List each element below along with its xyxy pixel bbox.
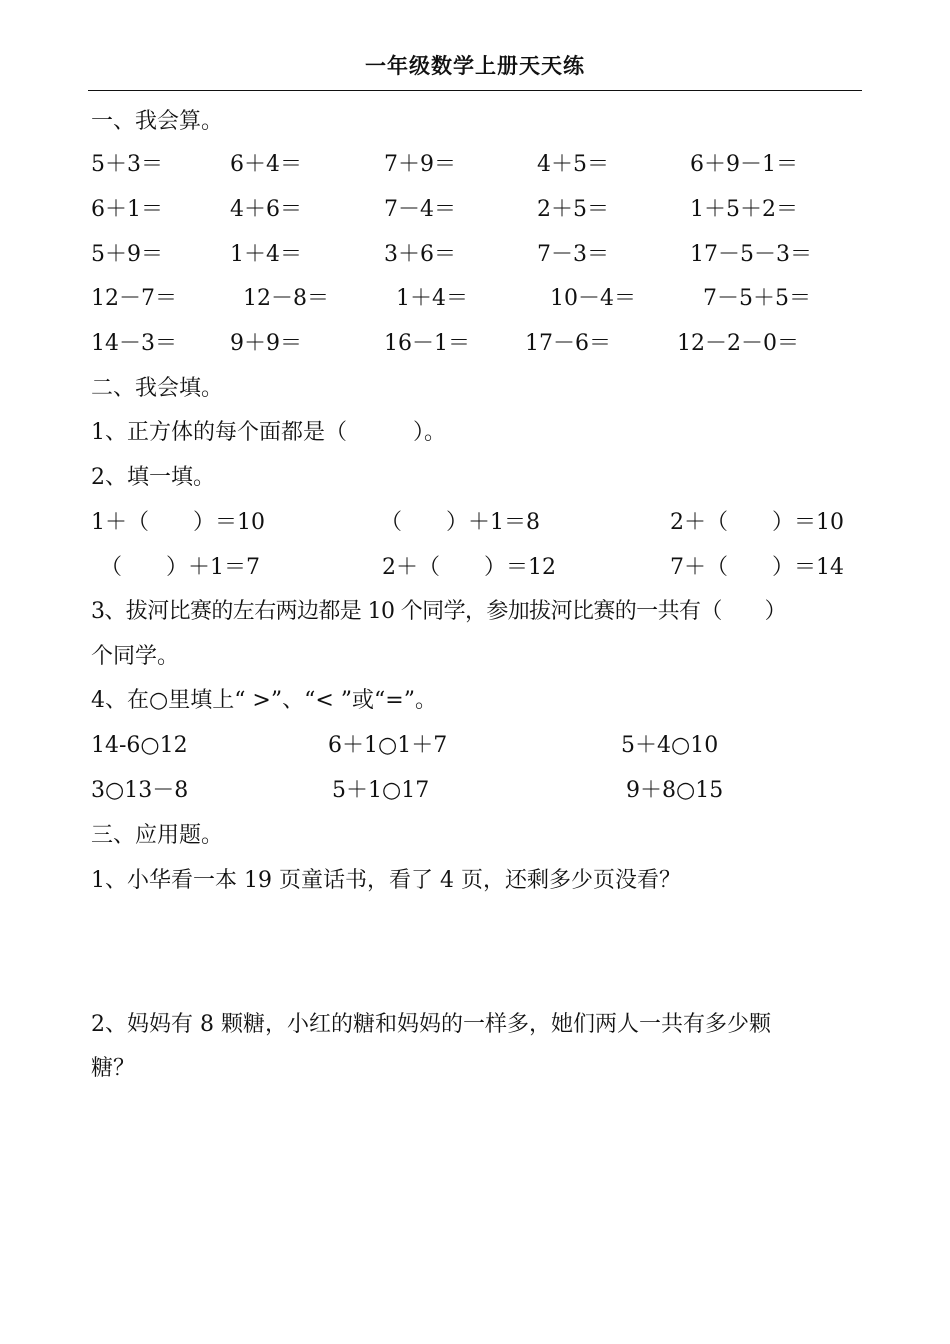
calc-problem: 6＋9－1＝ (690, 152, 798, 177)
calc-problem: 6＋4＝ (230, 152, 302, 177)
compare-problem: 5＋4○10 (621, 733, 719, 758)
question-text: 个同学。 (91, 644, 180, 669)
calc-problem: 1＋4＝ (230, 242, 302, 267)
fill-blank-problem: （ ）＋1＝8 (380, 510, 540, 535)
fill-blank-problem: 2＋（ ）＝10 (670, 510, 844, 535)
question-text: 4、在○里填上“ >”、“< ”或“=”。 (91, 688, 437, 713)
question-text: 2、填一填。 (91, 465, 215, 490)
page-title: 一年级数学上册天天练 (365, 54, 585, 78)
question-text: 1、小华看一本 19 页童话书，看了 4 页，还剩多少页没看？ (91, 868, 681, 893)
compare-problem: 9＋8○15 (626, 778, 724, 803)
calc-problem: 10－4＝ (550, 286, 636, 311)
calc-problem: 17－6＝ (525, 331, 611, 356)
calc-problem: 7－3＝ (537, 242, 609, 267)
calc-problem: 7＋9＝ (384, 152, 456, 177)
fill-blank-problem: 2＋（ ）＝12 (382, 555, 556, 580)
compare-problem: 14-6○12 (91, 733, 188, 758)
calc-problem: 4＋6＝ (230, 197, 302, 222)
calc-problem: 2＋5＝ (537, 197, 609, 222)
calc-problem: 5＋9＝ (91, 242, 163, 267)
question-text: 1、正方体的每个面都是（ ）。 (91, 420, 446, 445)
header-divider (88, 90, 862, 91)
calc-problem: 3＋6＝ (384, 242, 456, 267)
question-text: 3、拔河比赛的左右两边都是 10 个同学，参加拔河比赛的一共有（ ） (91, 599, 786, 624)
question-text: 2、妈妈有 8 颗糖，小红的糖和妈妈的一样多，她们两人一共有多少颗 (91, 1012, 771, 1037)
calc-problem: 12－2－0＝ (677, 331, 799, 356)
compare-problem: 5＋1○17 (332, 778, 430, 803)
section2-heading: 二、我会填。 (91, 376, 224, 401)
calc-problem: 14－3＝ (91, 331, 177, 356)
section3-heading: 三、应用题。 (91, 823, 224, 848)
calc-problem: 1＋5＋2＝ (690, 197, 798, 222)
fill-blank-problem: （ ）＋1＝7 (100, 555, 260, 580)
calc-problem: 1＋4＝ (396, 286, 468, 311)
fill-blank-problem: 1＋（ ）＝10 (91, 510, 265, 535)
calc-problem: 4＋5＝ (537, 152, 609, 177)
calc-problem: 17－5－3＝ (690, 242, 812, 267)
compare-problem: 3○13－8 (91, 778, 189, 803)
fill-blank-problem: 7＋（ ）＝14 (670, 555, 844, 580)
calc-problem: 16－1＝ (384, 331, 470, 356)
calc-problem: 9＋9＝ (230, 331, 302, 356)
calc-problem: 12－7＝ (91, 286, 177, 311)
calc-problem: 5＋3＝ (91, 152, 163, 177)
calc-problem: 7－4＝ (384, 197, 456, 222)
calc-problem: 7－5＋5＝ (703, 286, 811, 311)
calc-problem: 6＋1＝ (91, 197, 163, 222)
question-text: 糖？ (91, 1056, 136, 1081)
compare-problem: 6＋1○1＋7 (328, 733, 448, 758)
section1-heading: 一、我会算。 (91, 109, 224, 134)
calc-problem: 12－8＝ (243, 286, 329, 311)
